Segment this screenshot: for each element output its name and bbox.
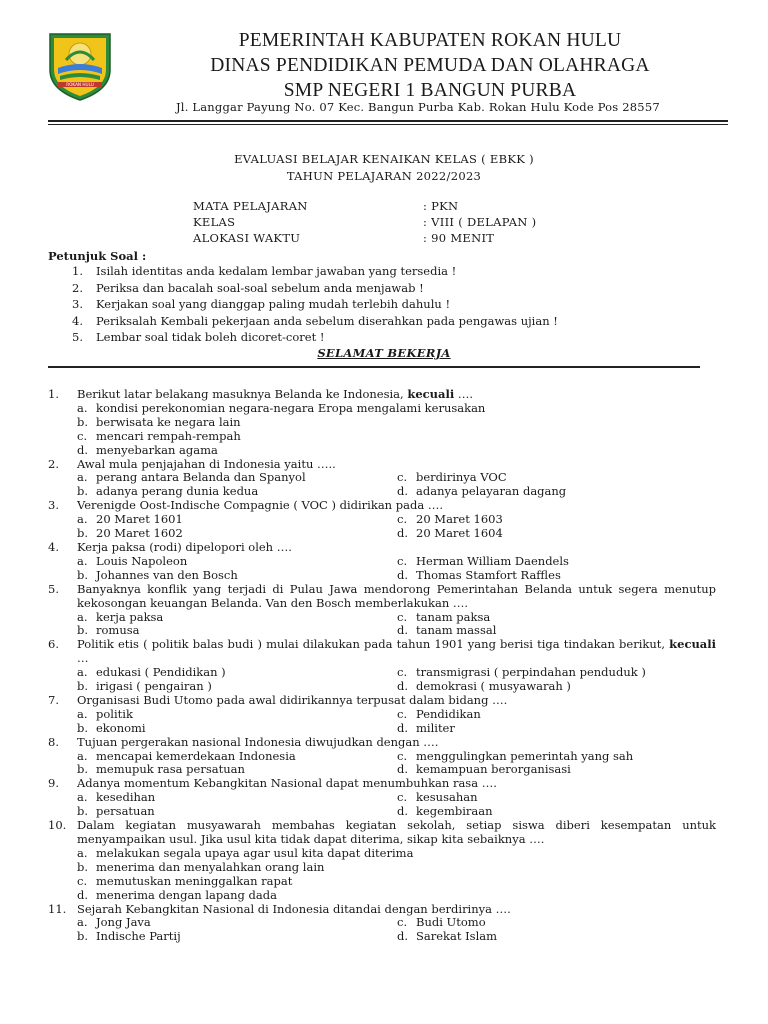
option-text: kegembiraan [416,804,493,819]
option-letter: a. [77,553,88,568]
option-text: 20 Maret 1601 [96,512,183,527]
option-letter: d. [77,442,89,457]
question-emphasis: kecuali [669,637,716,652]
answer-option[interactable] [397,555,717,569]
option-letter: d. [397,679,409,694]
option-text: adanya pelayaran dagang [416,484,567,499]
question-item [48,583,716,639]
question-emphasis: kecuali [407,387,455,401]
rokan-hulu-emblem-icon [44,30,116,102]
option-letter: d. [397,484,409,499]
answer-option[interactable] [77,569,397,583]
info-label: ALOKASI WAKTU [193,231,301,245]
answer-option[interactable] [77,889,716,903]
answer-option[interactable] [77,430,716,444]
answer-option[interactable] [77,722,397,736]
option-letter: c. [397,470,408,485]
option-text: menerima dengan lapang dada [96,887,277,902]
question-text: Kerja paksa (rodi) dipelopori oleh …. [77,539,292,554]
exam-title: EVALUASI BELAJAR KENAIKAN KELAS ( EBKK ) [234,152,534,166]
option-letter: d. [397,804,409,819]
question-item [48,541,716,583]
section-divider [48,366,700,368]
question-text: Adanya momentum Kebangkitan Nasional dapat menumbuhkan rasa …. [77,776,497,791]
option-letter: c. [397,915,408,930]
exam-page: ROKAN HULU PEMERINTAH KABUPATEN ROKAN HULU DINAS PENDIDIKAN PEMUDA DAN OLAHRAGA SMP NEGERI 1 BANGUN PURBA Jl. Langgar Payung No. 07 Kec. Bangun Purba Kab. Rokan Hulu Kode Pos 28557 EVALUASI BELAJAR KENAIKAN KELAS ( EBKK ) TAHUN PELAJARAN 2022/2023 MATA PELAJARAN : PKN KELAS : VIII ( DELAPAN ) ALOKASI WAKTU : 90 MENIT Petunjuk Soal : 1. Isilah identitas anda kedalam lembar jawaban yang tersedia ! 2. Periksa dan bacalah soal-soal sebelum anda menjawab ! 3. Kerjakan soal yang dianggap paling mudah terlebih dahulu ! 4. Periksalah Kembali pekerjaan anda sebelum diserahkan pada pengawas ujian ! 5. Lembar soal tidak boleh dicoret-coret ! SELAMAT BEKERJA 1. Berikut latar belakang masuknya Belanda ke Indonesia, kecuali …. a. kondisi perekonomian negara-negara Eropa mengalami kerusakan b. berwisata ke negara lain c. mencari rempah-rempah d. menyebarkan agama 2. Awal mula penjajahan di Indonesia yaitu ….. a. perang antara Belanda dan Spanyol c. berdirinya VOC b. adanya perang dunia kedua d. adanya pelayaran dagang 3. Verenigde Oost-Indische Compagnie ( VOC ) didirikan pada …. a. 20 Maret 1601 c. 20 Maret 1603 b. 20 Maret 1602 d. 20 Maret 1604 4. Kerja paksa (rodi) dipelopori oleh …. a. Louis Napoleon c. Herman William Daendels b. Johannes van den Bosch d. Thomas Stamfort Raffles 5. Banyaknya konflik yang terjadi di Pulau Jawa mendorong Pemerintahan Belanda untuk segera menutup kekosongan keuangan Belanda. Van den Bosch memberlakukan …. a. kerja paksa c. tanam paksa b. romusa d. tanam massal 6. Politik etis ( politik balas budi ) mulai dilakukan pada tahun 1901 yang berisi tiga tindakan berikut, kecuali … a. edukasi ( Pendidikan ) c. transmigrasi ( perpindahan penduduk ) b. irigasi ( pengairan ) d. demokrasi ( musyawarah ) 7. Organisasi Budi Utomo pada awal didirikannya terpusat dalam bidang …. a. politik c. Pendidikan b. ekonomi d. militer 8. Tujuan pergerakan nasional Indonesia diwujudkan dengan …. a. mencapai kemerdekaan Indonesia c. menggulingkan pemerintah yang sah b. memupuk rasa persatuan d. kemampuan berorganisasi 9. Adanya momentum Kebangkitan Nasional dapat menumbuhkan rasa …. a. kesedihan c. kesusahan b. persatuan d. kegembiraan 10. Dalam kegiatan musyawarah membahas kegiatan sekolah, setiap siswa diberi kesempatan untuk menyampaikan usul. Jika usul kita tidak dapat diterima, sikap kita sebaiknya …. a. melakukan segala upaya agar usul kita dapat diterima b. menerima dan menyalahkan orang lain c. memutuskan meninggalkan rapat d. menerima dengan lapang dada 11. Sejarah Kebangkitan Nasional di Indonesia ditandai dengan berdirinya …. a. Jong Java c. Budi Utomo b. Indische Partij d. Sarekat Islam [0,0,768,1024]
question-item [48,736,716,778]
question-item [48,638,716,694]
answer-option[interactable] [397,485,717,499]
answer-option[interactable] [77,666,397,680]
option-text: persatuan [96,804,155,819]
option-text: irigasi ( pengairan ) [96,679,212,694]
answer-option[interactable] [77,708,397,722]
info-value: : 90 MENIT [423,231,495,245]
question-text: Awal mula penjajahan di Indonesia yaitu ….. [77,456,336,471]
question-item [48,903,716,945]
option-text: transmigrasi ( perpindahan penduduk ) [416,665,646,680]
answer-option[interactable] [397,471,717,485]
letterhead-line-1: PEMERINTAH KABUPATEN ROKAN HULU [238,30,622,51]
option-letter: a. [77,915,88,930]
option-text: memutuskan meninggalkan rapat [96,873,293,888]
answer-option[interactable] [77,930,397,944]
option-letter: b. [77,623,89,638]
school-address: Jl. Langgar Payung No. 07 Kec. Bangun Purba Kab. Rokan Hulu Kode Pos 28557 [176,100,660,114]
option-letter: b. [77,762,89,777]
question-number: 1. [48,387,59,401]
answer-option[interactable] [77,916,397,930]
question-item [48,499,716,541]
option-text: memupuk rasa persatuan [96,762,245,777]
question-text: Dalam kegiatan musyawarah membahas kegiatan sekolah, setiap siswa diberi kesempatan untuk menyampaikan usul. Jika usul kita tidak dapat diterima, sikap kita sebaiknya …. [77,818,716,846]
option-text: kemampuan berorganisasi [416,762,571,777]
answer-option[interactable] [397,611,717,625]
question-number: 5. [48,581,59,596]
instructions-title: Petunjuk Soal : [48,249,147,263]
answer-options [77,471,716,499]
option-text: Herman William Daendels [416,553,569,568]
option-letter: d. [397,526,409,541]
question-number: 2. [48,456,59,471]
option-letter: d. [397,623,409,638]
answer-option[interactable] [77,805,397,819]
option-text: berdirinya VOC [416,470,507,485]
question-item [48,694,716,736]
option-letter: c. [397,790,408,805]
option-text: melakukan segala upaya agar usul kita dapat diterima [96,845,414,860]
option-text: kesedihan [96,790,156,805]
answer-options [77,791,716,819]
option-text: kondisi perekonomian negara-negara Eropa mengalami kerusakan [96,400,486,415]
good-luck-heading: SELAMAT BEKERJA [317,346,451,360]
question-text: Tujuan pergerakan nasional Indonesia diwujudkan dengan …. [77,734,439,749]
option-letter: a. [77,845,88,860]
answer-options [77,611,716,639]
answer-option[interactable] [77,416,716,430]
answer-options [77,666,716,694]
answer-option[interactable] [77,471,397,485]
answer-option[interactable] [77,527,397,541]
answer-option[interactable] [77,555,397,569]
option-text: Jong Java [96,915,151,930]
answer-option[interactable] [77,624,397,638]
option-text: adanya perang dunia kedua [96,484,259,499]
answer-option[interactable] [77,791,397,805]
option-text: kerja paksa [96,609,164,624]
option-letter: c. [397,706,408,721]
option-text: ekonomi [96,720,146,735]
option-text: Johannes van den Bosch [96,567,238,582]
answer-options [77,847,716,903]
option-text: mencari rempah-rempah [96,428,241,443]
answer-option[interactable] [397,708,717,722]
answer-options [77,708,716,736]
option-text: Pendidikan [416,706,481,721]
question-number: 4. [48,539,59,554]
answer-option[interactable] [397,791,717,805]
option-letter: a. [77,706,88,721]
answer-option[interactable] [397,722,717,736]
option-text: militer [416,720,455,735]
question-number: 9. [48,776,59,791]
option-text: edukasi ( Pendidikan ) [96,665,226,680]
answer-options [77,513,716,541]
option-text: Thomas Stamfort Raffles [416,567,561,582]
option-text: Sarekat Islam [416,929,498,944]
question-list [48,388,716,944]
question-number: 11. [48,901,67,916]
option-text: Indische Partij [96,929,181,944]
option-letter: a. [77,400,88,415]
info-label: KELAS [193,215,236,229]
option-text: Louis Napoleon [96,553,188,568]
option-text: 20 Maret 1602 [96,526,183,541]
answer-option[interactable] [397,930,717,944]
answer-options [77,402,716,458]
answer-option[interactable] [397,750,717,764]
question-text: Verenigde Oost-Indische Compagnie ( VOC ) didirikan pada …. [77,498,443,513]
option-letter: b. [77,567,89,582]
option-text: menerima dan menyalahkan orang lain [96,859,325,874]
answer-option[interactable] [77,402,716,416]
option-letter: b. [77,859,89,874]
answer-option[interactable] [77,513,397,527]
answer-option[interactable] [397,916,717,930]
option-text: romusa [96,623,140,638]
letterhead-line-2: DINAS PENDIDIKAN PEMUDA DAN OLAHRAGA [210,55,650,76]
answer-option[interactable] [397,666,717,680]
letterhead-line-3: SMP NEGERI 1 BANGUN PURBA [283,80,577,101]
option-letter: b. [77,679,89,694]
letterhead [130,28,730,103]
answer-option[interactable] [397,680,717,694]
option-letter: c. [397,748,408,763]
option-letter: b. [77,414,89,429]
answer-option[interactable] [77,875,716,889]
question-text: Politik etis ( politik balas budi ) mulai dilakukan pada tahun 1901 yang berisi tiga tindakan berikut, kecuali … [77,637,716,666]
option-text: perang antara Belanda dan Spanyol [96,470,306,485]
option-letter: d. [397,929,409,944]
question-number: 3. [48,498,59,513]
answer-options [77,750,716,778]
letterhead-divider [48,120,728,122]
option-letter: d. [397,762,409,777]
question-number: 6. [48,637,59,652]
option-letter: c. [77,428,88,443]
option-letter: c. [397,512,408,527]
answer-options [77,555,716,583]
question-item [48,777,716,819]
info-value: : PKN [423,199,459,213]
option-letter: b. [77,526,89,541]
svg-text:ROKAN HULU: ROKAN HULU [66,82,94,88]
answer-option[interactable] [77,763,397,777]
answer-option[interactable] [77,847,716,861]
option-text: tanam massal [416,623,497,638]
option-letter: a. [77,512,88,527]
option-text: menyebarkan agama [96,442,218,457]
option-letter: d. [397,567,409,582]
option-text: tanam paksa [416,609,491,624]
answer-option[interactable] [77,485,397,499]
question-number: 8. [48,734,59,749]
question-text: Sejarah Kebangkitan Nasional di Indonesia ditandai dengan berdirinya …. [77,901,511,916]
letterhead-divider-thin [48,124,728,125]
question-text: Organisasi Budi Utomo pada awal didirikannya terpusat dalam bidang …. [77,692,508,707]
answer-option[interactable] [77,750,397,764]
option-text: berwisata ke negara lain [96,414,241,429]
question-item [48,458,716,500]
option-letter: c. [397,553,408,568]
option-letter: b. [77,804,89,819]
question-item [48,388,716,458]
option-text: kesusahan [416,790,478,805]
option-text: mencapai kemerdekaan Indonesia [96,748,296,763]
answer-option[interactable] [397,527,717,541]
option-letter: a. [77,790,88,805]
option-letter: c. [77,873,88,888]
option-letter: c. [397,609,408,624]
question-text: Banyaknya konflik yang terjadi di Pulau Jawa mendorong Pemerintahan Belanda untuk segera menutup kekosongan keuangan Belanda. Van den Bosch memberlakukan …. [77,581,716,610]
info-label: MATA PELAJARAN [193,199,308,213]
option-text: demokrasi ( musyawarah ) [416,679,571,694]
info-value: : VIII ( DELAPAN ) [423,215,537,229]
answer-option[interactable] [397,513,717,527]
option-letter: a. [77,748,88,763]
question-text: Berikut latar belakang masuknya Belanda ke Indonesia, kecuali …. [77,387,474,401]
option-letter: c. [397,665,408,680]
answer-option[interactable] [397,805,717,819]
answer-option[interactable] [77,861,716,875]
question-number: 7. [48,692,59,707]
question-item [48,819,716,902]
option-letter: a. [77,609,88,624]
option-text: Budi Utomo [416,915,486,930]
answer-option[interactable] [397,763,717,777]
option-letter: b. [77,929,89,944]
question-number: 10. [48,818,67,833]
option-letter: b. [77,484,89,499]
option-letter: b. [77,720,89,735]
option-letter: a. [77,470,88,485]
option-text: politik [96,706,133,721]
option-text: 20 Maret 1604 [416,526,503,541]
answer-option[interactable] [397,569,717,583]
answer-options [77,916,716,944]
exam-year: TAHUN PELAJARAN 2022/2023 [286,169,482,183]
option-text: menggulingkan pemerintah yang sah [416,748,634,763]
option-text: 20 Maret 1603 [416,512,503,527]
option-letter: d. [397,720,409,735]
answer-option[interactable] [77,680,397,694]
option-letter: a. [77,665,88,680]
answer-option[interactable] [397,624,717,638]
answer-option[interactable] [77,611,397,625]
option-letter: d. [77,887,89,902]
answer-option[interactable] [77,444,716,458]
